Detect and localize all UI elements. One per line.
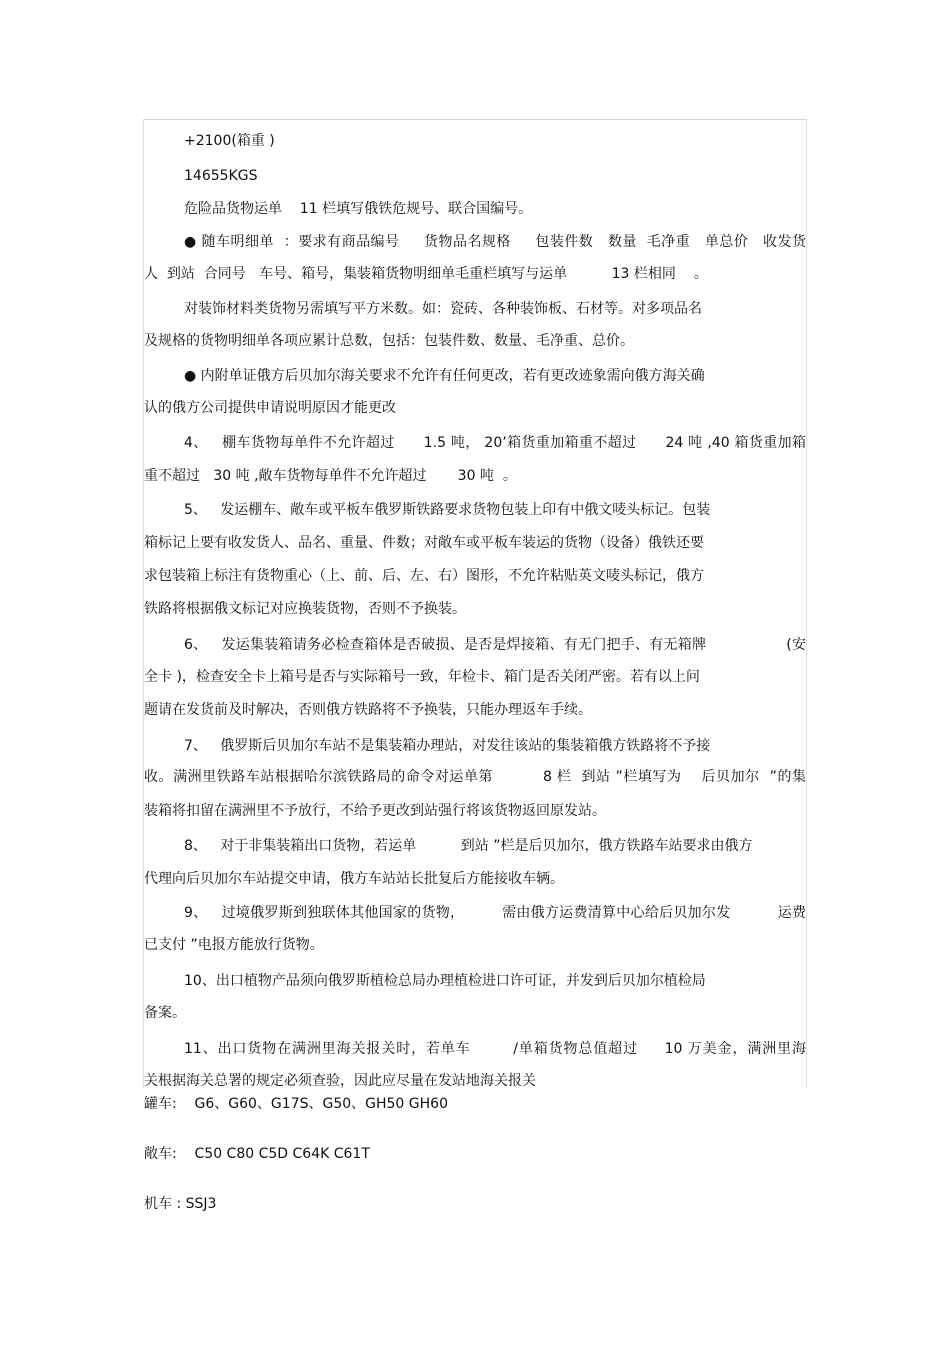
text-line: 人 到站 合同号 车号、箱号，集装箱货物明细单毛重栏填写与运单 13 栏相同 。: [144, 266, 708, 282]
text-line: 铁路将根据俄文标记对应换装货物，否则不予换装。: [144, 601, 466, 617]
text-line: ● 随车明细单 ：要求有商品编号 货物品名规格 包装件数 数量 毛净重 单总价 收发货: [184, 234, 806, 250]
text-line: 对装饰材料类货物另需填写平方米数。如：瓷砖、各种装饰板、石材等。对多项品名: [184, 301, 702, 317]
text-line: 8、 对于非集装箱出口货物，若运单 到站 ”栏是后贝加尔，俄方铁路车站要求由俄方: [184, 838, 753, 854]
text-line: 代理向后贝加尔车站提交申请，俄方车站站长批复后方能接收车辆。: [144, 871, 564, 887]
text-line: 9、 过境俄罗斯到独联体其他国家的货物， 需由俄方运费清算中心给后贝加尔发 运费: [184, 905, 806, 921]
text-line: 已支付 ”电报方能放行货物。: [144, 937, 324, 953]
text-line: 认的俄方公司提供申请说明原因才能更改: [144, 400, 396, 416]
text-line: 6、 发运集装箱请务必检查箱体是否破损、是否是焊接箱、有无门把手、有无箱牌 (安: [184, 637, 806, 653]
text-line: 5、 发运棚车、敞车或平板车俄罗斯铁路要求货物包装上印有中俄文唛头标记。包装: [184, 502, 711, 518]
open-car-line: 敞车: C50 C80 C5D C64K C61T: [144, 1146, 370, 1162]
text-line: 14655KGS: [184, 168, 258, 184]
text-line: 危险品货物运单 11 栏填写俄铁危规号、联合国编号。: [184, 201, 533, 217]
text-line: 及规格的货物明细单各项应累计总数，包括：包装件数、数量、毛净重、总价。: [144, 333, 634, 349]
text-line: +2100(箱重 ): [184, 133, 275, 149]
text-line: 10、出口植物产品须向俄罗斯植检总局办理植检进口许可证，并发到后贝加尔植检局: [184, 973, 706, 989]
locomotive-line: 机车 : SSJ3: [144, 1196, 217, 1212]
text-line: 关根据海关总署的规定必须查验，因此应尽量在发站地海关报关: [144, 1073, 536, 1089]
text-line: 备案。: [144, 1005, 186, 1021]
text-line: 装箱将扣留在满洲里不予放行，不给予更改到站强行将该货物返回原发站。: [144, 803, 606, 819]
text-line: 7、 俄罗斯后贝加尔车站不是集装箱办理站，对发往该站的集装箱俄方铁路将不予接: [184, 738, 711, 754]
text-line: 重不超过 30 吨 ,敞车货物每单件不允许超过 30 吨 。: [144, 468, 517, 484]
tank-car-line: 罐车: G6、G60、G17S、G50、GH50 GH60: [144, 1096, 448, 1112]
text-line: 11、出口货物在满洲里海关报关时，若单车 /单箱货物总值超过 10 万美金，满洲里海: [184, 1041, 806, 1057]
text-line: ● 内附单证俄方后贝加尔海关要求不允许有任何更改，若有更改迹象需向俄方海关确: [184, 368, 705, 384]
text-line: 求包装箱上标注有货物重心（上、前、后、左、右）图形，不允许粘贴英文唛头标记，俄方: [144, 568, 704, 584]
text-line: 收。满洲里铁路车站根据哈尔滨铁路局的命令对运单第 8 栏 到站 ”栏填写为 后贝加尔 ”的集: [144, 769, 806, 785]
text-line: 题请在发货前及时解决，否则俄方铁路将不予换装，只能办理返车手续。: [144, 702, 592, 718]
text-line: 全卡 )，检查安全卡上箱号是否与实际箱号一致，年检卡、箱门是否关闭严密。若有以上问: [144, 669, 700, 685]
text-line: 箱标记上要有收发货人、品名、重量、件数；对敞车或平板车装运的货物（设备）俄铁还要: [144, 535, 704, 551]
text-line: 4、 棚车货物每单件不允许超过 1.5 吨， 20’箱货重加箱重不超过 24 吨 ,40 箱货重加箱: [184, 435, 806, 451]
